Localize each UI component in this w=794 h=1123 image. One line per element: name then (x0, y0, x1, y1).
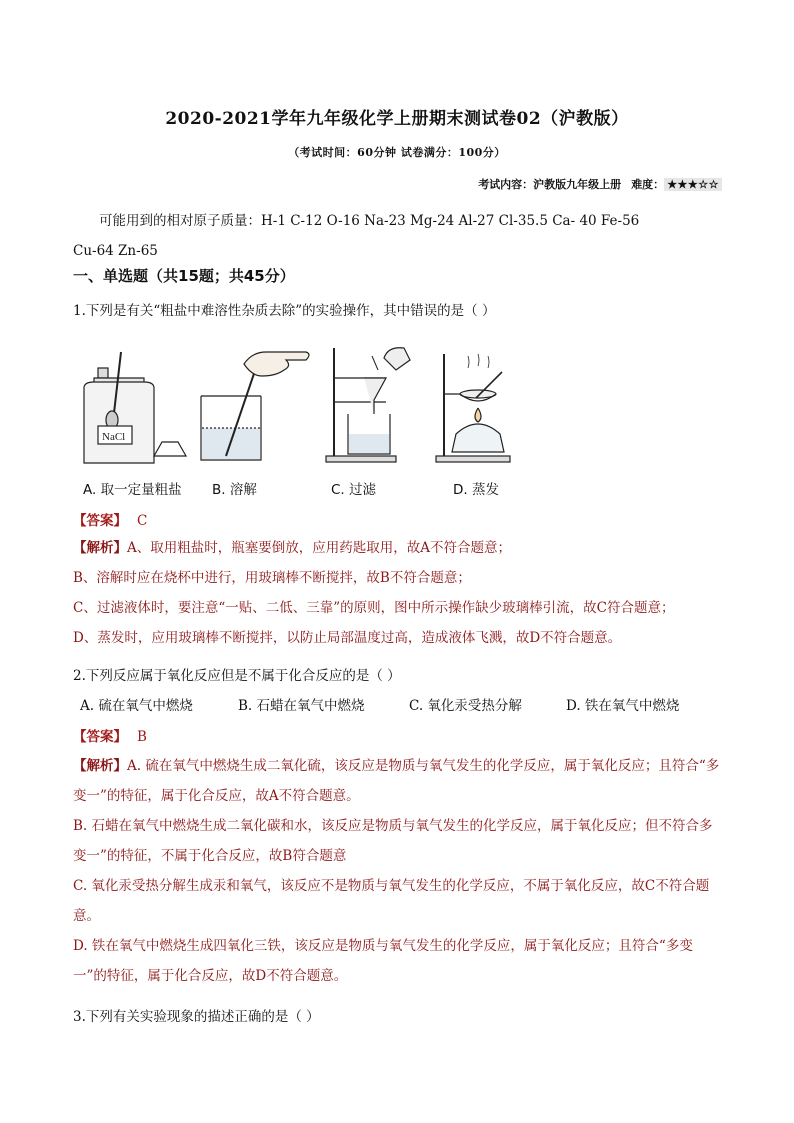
answer-value: B (137, 729, 147, 745)
analysis-tag: 【解析】 (73, 540, 127, 556)
question-1-analysis (73, 533, 725, 653)
analysis-line: B、溶解时应在烧杯中进行，用玻璃棒不断搅拌，故B不符合题意； (73, 570, 471, 586)
exam-info: （考试时间：60分钟 试卷满分：100分） (288, 146, 506, 159)
atomic-masses-line2: Cu-64 Zn-65 (73, 243, 158, 259)
atomic-masses-line1: 可能用到的相对原子质量：H-1 C-12 O-16 Na-23 Mg-24 Al-27 Cl-35.5 Ca- 40 Fe-56 (99, 213, 640, 229)
analysis-tag: 【解析】 (73, 758, 127, 774)
jar-figure (84, 352, 186, 463)
question-1-stem: 1.下列是有关“粗盐中难溶性杂质去除”的实验操作，其中错误的是（ ） (73, 303, 496, 319)
question-2-options (80, 694, 679, 714)
beaker-figure (201, 352, 309, 460)
difficulty-stars: ★★★☆☆ (664, 178, 722, 191)
question-2-stem: 2.下列反应属于氧化反应但是不属于化合反应的是（ ） (73, 668, 401, 684)
option-d: D. 铁在氧气中燃烧 (566, 698, 680, 714)
answer-value: C (137, 513, 148, 529)
option-a: A. 硫在氧气中燃烧 (80, 698, 193, 714)
filtration-figure (326, 348, 410, 462)
analysis-line: 【解析】A. 硫在氧气中燃烧生成二氧化硫，该反应是物质与氧气发生的化学反应，属于氧化反应；且符合“多变一”的特征，属于化合反应，故A不符合题意。 (73, 758, 720, 804)
question-2-analysis (73, 751, 725, 991)
figure-label-c: C. 过滤 (331, 482, 377, 498)
analysis-line: D、蒸发时，应用玻璃棒不断搅拌，以防止局部温度过高，造成液体飞溅，故D不符合题意。 (73, 630, 622, 646)
experiment-figures (76, 338, 526, 468)
difficulty (631, 176, 722, 192)
difficulty-label: 难度： (631, 178, 665, 191)
section-heading: 一、单选题（共15题；共45分） (73, 267, 295, 285)
question-3-stem: 3.下列有关实验现象的描述正确的是（ ） (73, 1009, 320, 1025)
figure-label-d: D. 蒸发 (453, 482, 499, 498)
evaporation-figure (436, 354, 510, 462)
page-title: 2020-2021学年九年级化学上册期末测试卷02（沪教版） (165, 109, 629, 129)
option-b: B. 石蜡在氧气中燃烧 (238, 698, 365, 714)
figure-label-b: B. 溶解 (212, 482, 257, 498)
answer-tag: 【答案】 (73, 513, 127, 529)
analysis-line: C. 氧化汞受热分解生成汞和氧气，该反应不是物质与氧气发生的化学反应，不属于氧化反应，故C不符合题意。 (73, 878, 710, 924)
answer-tag: 【答案】 (73, 729, 127, 745)
jar-label: NaCl (102, 431, 126, 443)
exam-meta (478, 176, 722, 192)
analysis-line: D. 铁在氧气中燃烧生成四氧化三铁，该反应是物质与氧气发生的化学反应，属于氧化反应；且符合“多变一”的特征，属于化合反应，故D不符合题意。 (73, 938, 693, 984)
analysis-line: B. 石蜡在氧气中燃烧生成二氧化碳和水，该反应是物质与氧气发生的化学反应，属于氧化反应；但不符合多变一”的特征，不属于化合反应，故B符合题意 (73, 818, 713, 864)
atomic-masses (73, 206, 723, 266)
figure-label-a: A. 取一定量粗盐 (83, 482, 182, 498)
exam-content: 考试内容：沪教版九年级上册 (478, 178, 622, 191)
question-2-answer (73, 725, 147, 745)
option-c: C. 氧化汞受热分解 (409, 698, 522, 714)
analysis-line: 【解析】A、取用粗盐时，瓶塞要倒放，应用药匙取用，故A不符合题意； (73, 540, 511, 556)
question-1-answer (73, 509, 147, 529)
analysis-line: C、过滤液体时，要注意“一贴、二低、三靠”的原则，图中所示操作缺少玻璃棒引流，故C符合题意； (73, 600, 675, 616)
